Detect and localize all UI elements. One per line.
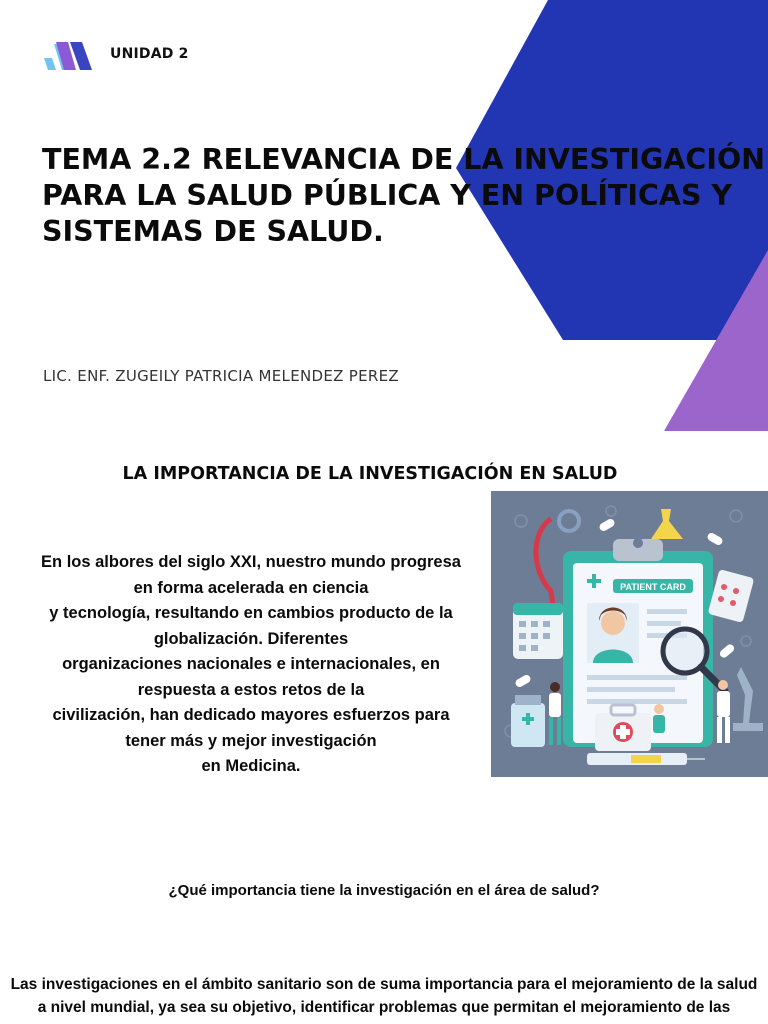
title-line: TEMA 2.2 RELEVANCIA DE LA INVESTIGACIÓN (42, 143, 766, 176)
paragraph-line: civilización, han dedicado mayores esfuerzos para (52, 706, 450, 724)
intro-paragraph (20, 550, 482, 780)
paragraph-line: organizaciones nacionales e internacionales, en (62, 655, 440, 673)
section-heading: LA IMPORTANCIA DE LA INVESTIGACIÓN EN SALUD (122, 464, 618, 484)
paragraph-line: y tecnología, resultando en cambios producto de la (49, 604, 453, 622)
paragraph-line: respuesta a estos retos de la (137, 680, 365, 699)
author-name: LIC. ENF. ZUGEILY PATRICIA MELENDEZ PEREZ (43, 367, 399, 385)
paragraph-line: globalización. Diferentes (153, 629, 349, 648)
paragraph-line: En los albores del siglo XXI, nuestro mundo progresa (41, 553, 461, 571)
answer-paragraph (0, 973, 768, 1019)
paragraph-line: en Medicina. (201, 757, 301, 775)
patient-card-illustration (491, 491, 768, 777)
paragraph-line: en forma acelerada en ciencia (133, 578, 369, 597)
unit-label: UNIDAD 2 (110, 46, 189, 62)
patient-card-label: PATIENT CARD (620, 582, 686, 592)
title-line: SISTEMAS DE SALUD. (42, 215, 384, 248)
page-title (42, 142, 766, 250)
title-line: PARA LA SALUD PÚBLICA Y EN POLÍTICAS Y (42, 179, 733, 212)
question-heading: ¿Qué importancia tiene la investigación en el área de salud? (168, 882, 600, 899)
answer-line: Las investigaciones en el ámbito sanitario son de suma importancia para el mejoramiento de la salud (10, 976, 758, 993)
answer-line: a nivel mundial, ya sea su objetivo, identificar problemas que permitan el mejoramiento de las (37, 999, 731, 1016)
brand-logo-icon (42, 40, 96, 74)
paragraph-line: tener más y mejor investigación (125, 731, 377, 750)
